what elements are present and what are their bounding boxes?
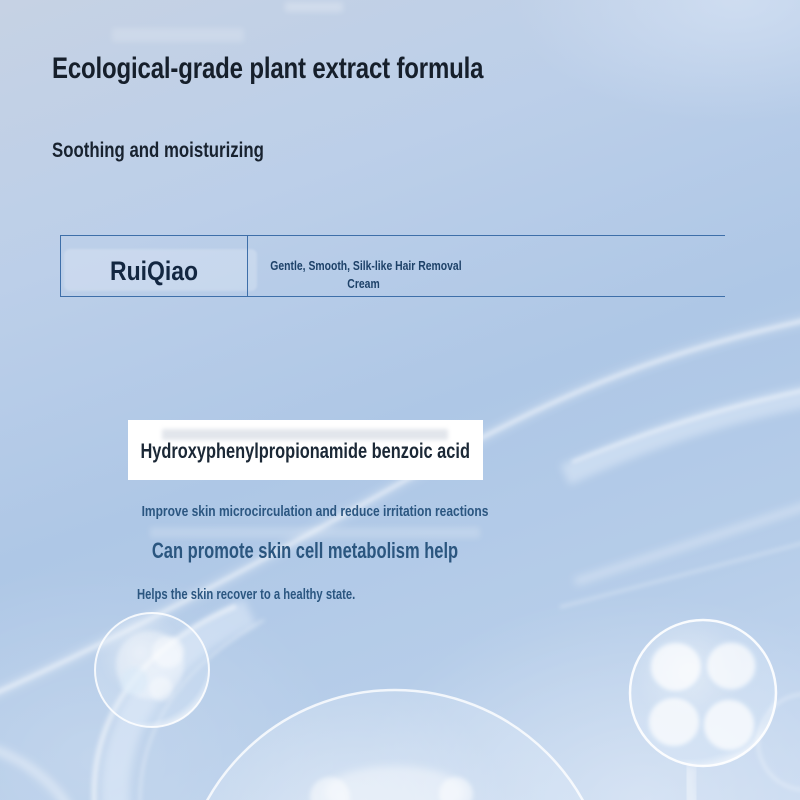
ghost-smudge-ingredient <box>162 429 448 440</box>
page-subtitle: Soothing and moisturizing <box>52 139 264 162</box>
cell-cluster-bubble <box>630 620 776 800</box>
brand-name: RuiQiao <box>109 256 198 286</box>
large-bottom-bubble <box>180 690 610 800</box>
benefit-line-2 <box>97 536 513 566</box>
benefit-line-1 <box>100 502 516 522</box>
benefit-line-2-text: Can promote skin cell metabolism help <box>151 538 459 563</box>
frothy-bubble <box>95 613 209 727</box>
ghost-smudge-top-edge <box>285 2 343 12</box>
swirl-ring <box>0 606 264 800</box>
benefit-line-1-text: Improve skin microcirculation and reduce irritation reactions <box>141 503 489 520</box>
page-title: Ecological-grade plant extract formula <box>52 52 484 85</box>
ingredient-name: Hydroxyphenylpropionamide benzoic acid <box>140 440 471 463</box>
swirl-ribbon-band <box>565 385 800 475</box>
brand-tagline-line1: Gentle, Smooth, Silk-like Hair Removal <box>270 258 462 273</box>
corner-bubble-arc <box>758 694 800 790</box>
brand-tagline-line2: Cream <box>347 276 380 291</box>
ingredient-highlight-box <box>128 420 483 480</box>
brand-tagline <box>247 257 480 293</box>
brand-bar <box>60 235 725 297</box>
ghost-smudge-top <box>112 28 244 42</box>
swirl-streaks <box>560 498 800 607</box>
benefit-line-3: Helps the skin recover to a healthy state. <box>137 586 356 603</box>
